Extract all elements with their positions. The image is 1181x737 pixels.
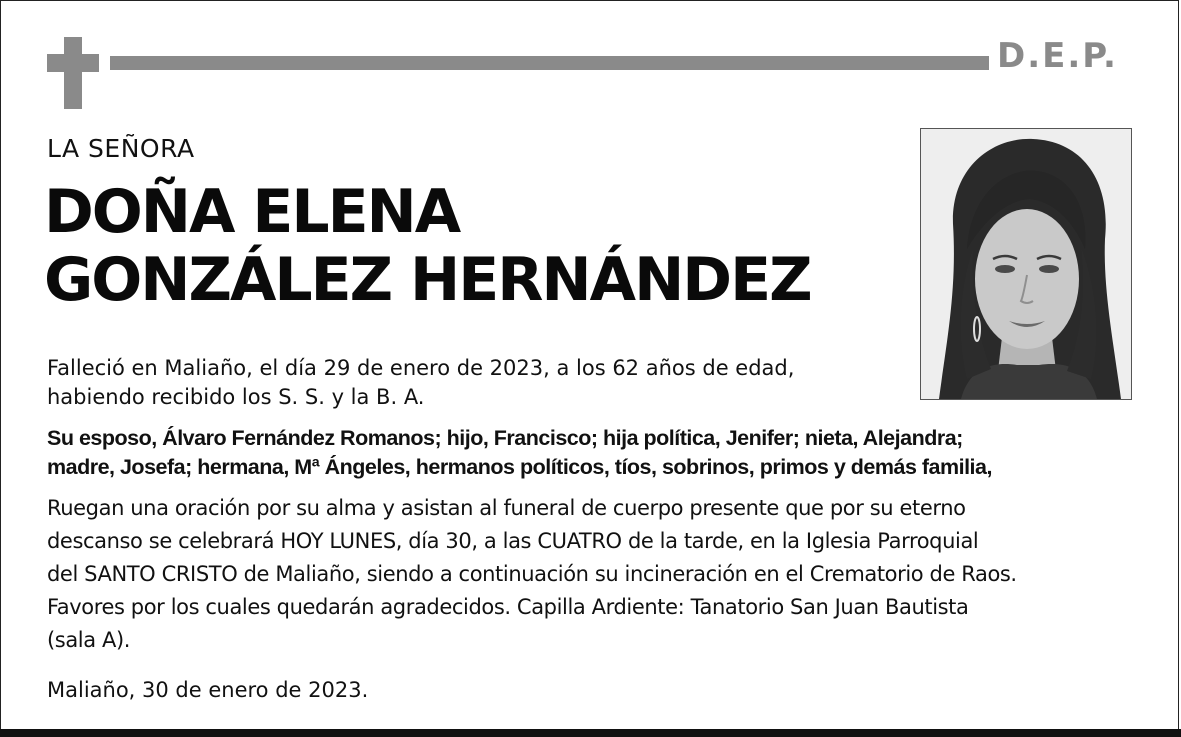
header-rule bbox=[110, 56, 989, 70]
funeral-line-2: descanso se celebrará HOY LUNES, día 30, a las CUATRO de la tarde, en la Iglesia Parroquial bbox=[47, 529, 979, 553]
death-line-2: habiendo recibido los S. S. y la B. A. bbox=[47, 385, 425, 409]
family-list bbox=[47, 424, 1137, 482]
death-line-1: Falleció en Maliaño, el día 29 de enero de 2023, a los 62 años de edad, bbox=[47, 356, 795, 380]
funeral-line-4: Favores por los cuales quedarán agradecidos. Capilla Ardiente: Tanatorio San Juan Bautista bbox=[47, 595, 969, 619]
death-details bbox=[47, 354, 907, 412]
name-line-2: GONZÁLEZ HERNÁNDEZ bbox=[44, 245, 811, 315]
funeral-line-1: Ruegan una oración por su alma y asistan al funeral de cuerpo presente que por su eterno bbox=[47, 496, 966, 520]
family-line-1: Su esposo, Álvaro Fernández Romanos; hijo, Francisco; hija política, Jenifer; nieta, Alejandra; bbox=[47, 426, 963, 450]
funeral-line-5: (sala A). bbox=[47, 628, 131, 652]
cross-vertical bbox=[64, 37, 82, 109]
portrait-illustration bbox=[921, 129, 1131, 399]
dep-mark: D.E.P. bbox=[997, 36, 1118, 76]
funeral-details bbox=[47, 492, 1147, 657]
funeral-line-3: del SANTO CRISTO de Maliaño, siendo a continuación su incineración en el Crematorio de Raos. bbox=[47, 562, 1017, 586]
name-line-1: DOÑA ELENA bbox=[44, 177, 460, 247]
deceased-name bbox=[44, 178, 811, 314]
cross-horizontal bbox=[47, 54, 99, 72]
family-line-2: madre, Josefa; hermana, Mª Ángeles, hermanos políticos, tíos, sobrinos, primos y demás familia, bbox=[47, 455, 992, 479]
bottom-rule bbox=[0, 729, 1181, 737]
portrait-photo bbox=[920, 128, 1132, 400]
honorific: LA SEÑORA bbox=[47, 134, 195, 163]
closing-place-date: Maliaño, 30 de enero de 2023. bbox=[47, 678, 369, 702]
